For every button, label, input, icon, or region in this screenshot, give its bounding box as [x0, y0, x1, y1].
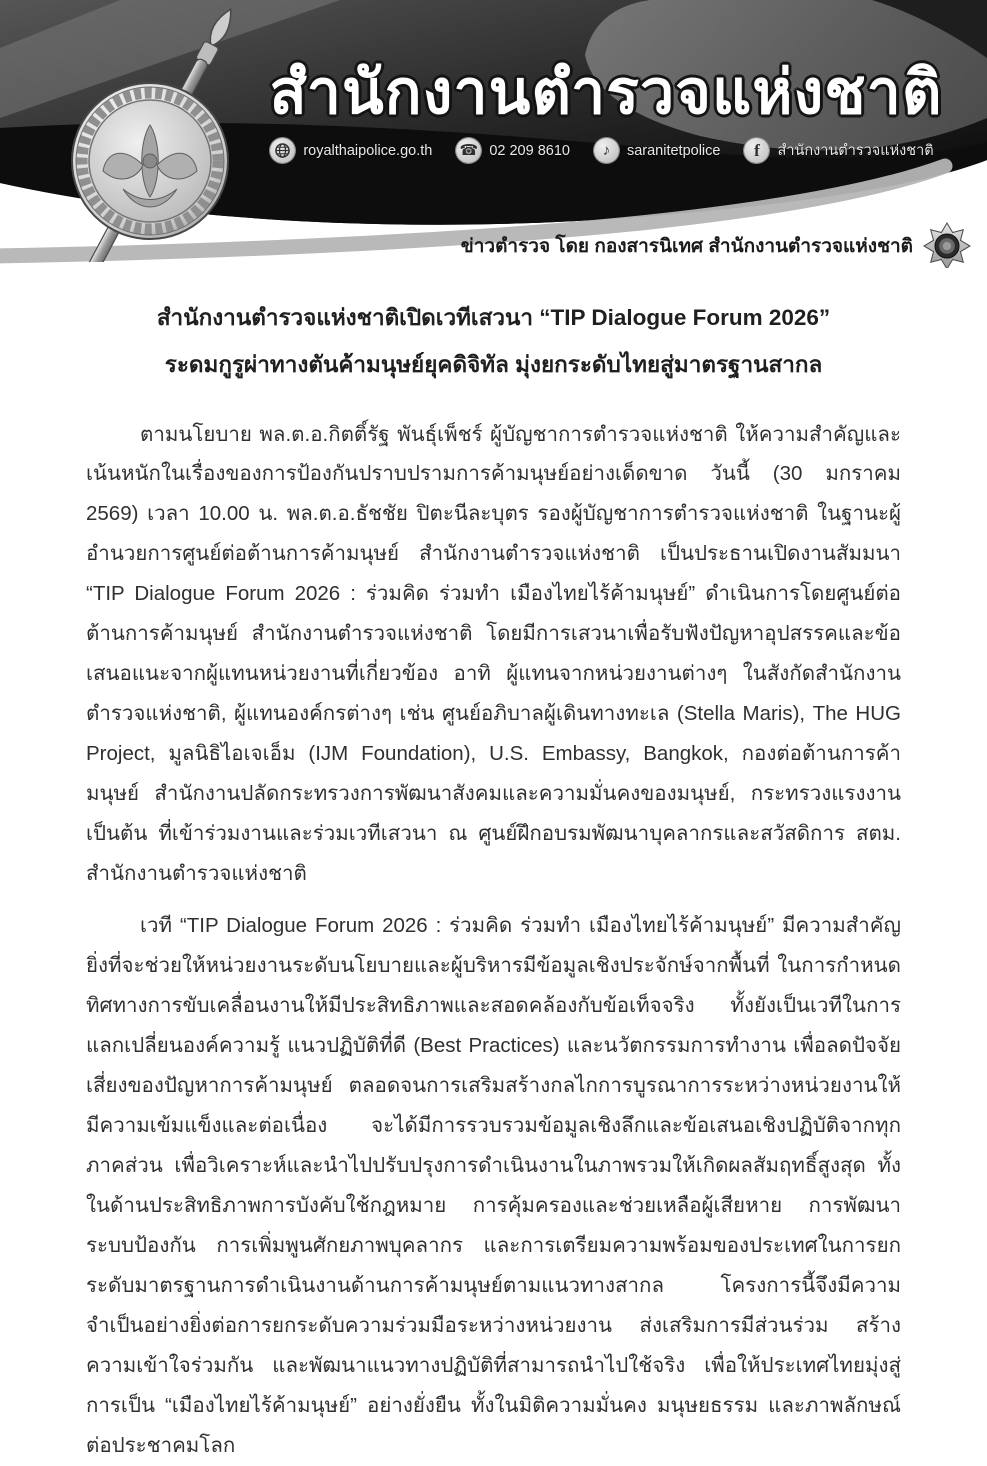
- contact-facebook: [744, 138, 933, 163]
- contact-strip: [252, 138, 952, 163]
- globe-icon: [270, 138, 295, 163]
- tiktok-label: saranitetpolice: [626, 142, 721, 159]
- police-seal-emblem: [36, 6, 254, 262]
- facebook-label: สำนักงานตำรวจแห่งชาติ: [777, 143, 934, 159]
- paragraph-1: ตามนโยบาย พล.ต.อ.กิตติ์รัฐ พันธุ์เพ็ชร์ ผู้บัญชาการตำรวจแห่งชาติ ให้ความสำคัญและเน้นหนักในเรื่องของการป้องกันปราบปรามการค้ามนุษย์อย่างเด็ดขาด วันนี้ (30 มกราคม 2569) เวลา 10.00 น. พล.ต.อ.ธัชชัย ปิตะนีละบุตร รองผู้บัญชาการตำรวจแห่งชาติ ในฐานะผู้อำนวยการศูนย์ต่อต้านการค้ามนุษย์ สำนักงานตำรวจแห่งชาติ เป็นประธานเปิดงานสัมมนา “TIP Dialogue Forum 2026 : ร่วมคิด ร่วมทำ เมืองไทยไร้ค้ามนุษย์” ดำเนินการโดยศูนย์ต่อต้านการค้ามนุษย์ สำนักงานตำรวจแห่งชาติ โดยมีการเสวนาเพื่อรับฟังปัญหาอุปสรรคและข้อเสนอแนะจากผู้แทนหน่วยงานที่เกี่ยวข้อง อาทิ ผู้แทนจากหน่วยงานต่างๆ ในสังกัดสำนักงานตำรวจแห่งชาติ, ผู้แทนองค์กรต่างๆ เช่น ศูนย์อภิบาลผู้เดินทางทะเล (Stella Maris), The HUG Project, มูลนิธิไอเจเอ็ม (IJM Foundation), U.S. Embassy, Bangkok, กองต่อต้านการค้ามนุษย์ สำนักงานปลัดกระทรวงการพัฒนาสังคมและความมั่นคงของมนุษย์, กระทรวงแรงงาน เป็นต้น ที่เข้าร่วมงานและร่วมเวทีเสวนา ณ ศูนย์ฝึกอบรมพัฒนาบุคลากรและสวัสดิการ สตม. สำนักงานตำรวจแห่งชาติ: [86, 422, 901, 886]
- headline-line-2: ระดมกูรูผ่าทางตันค้ามนุษย์ยุคดิจิทัล มุ่งยกระดับไทยสู่มาตรฐานสากล: [164, 352, 823, 378]
- tiktok-icon: [594, 138, 619, 163]
- seal-disc: [72, 83, 228, 239]
- news-credit-text: ข่าวตำรวจ โดย กองสารนิเทศ สำนักงานตำรวจแห่งชาติ: [460, 236, 913, 257]
- press-release-article: [0, 268, 987, 1466]
- facebook-glyph: f: [754, 141, 760, 160]
- article-headline: [86, 294, 901, 389]
- phone-icon: [456, 138, 481, 163]
- facebook-icon: [744, 138, 769, 163]
- contact-website: [270, 138, 432, 163]
- police-star-badge-icon: [923, 222, 971, 268]
- news-credit-row: [461, 222, 971, 268]
- tiktok-glyph: ♪: [602, 142, 611, 159]
- paragraph-2: เวที “TIP Dialogue Forum 2026 : ร่วมคิด ร่วมทำ เมืองไทยไร้ค้ามนุษย์” มีความสำคัญยิ่งที่จะช่วยให้หน่วยงานระดับนโยบายและผู้บริหารมีข้อมูลเชิงประจักษ์จากพื้นที่ ในการกำหนดทิศทางการขับเคลื่อนงานให้มีประสิทธิภาพและสอดคล้องกับข้อเท็จจริง ทั้งยังเป็นเวทีในการแลกเปลี่ยนองค์ความรู้ แนวปฏิบัติที่ดี (Best Practices) และนวัตกรรมการทำงาน เพื่อลดปัจจัยเสี่ยงของปัญหาการค้ามนุษย์ ตลอดจนการเสริมสร้างกลไกการบูรณาการระหว่างหน่วยงานให้มีความเข้มแข็งและต่อเนื่อง จะได้มีการรวบรวมข้อมูลเชิงลึกและข้อเสนอเชิงปฏิบัติจากทุกภาคส่วน เพื่อวิเคราะห์และนำไปปรับปรุงการดำเนินงานในภาพรวมให้เกิดผลสัมฤทธิ์สูงสุด ทั้งในด้านประสิทธิภาพการบังคับใช้กฎหมาย การคุ้มครองและช่วยเหลือผู้เสียหาย การพัฒนาระบบป้องกัน การเพิ่มพูนศักยภาพบุคลากร และการเตรียมความพร้อมของประเทศในการยกระดับมาตรฐานการดำเนินงานด้านการค้ามนุษย์ตามแนวทางสากล โครงการนี้จึงมีความจำเป็นอย่างยิ่งต่อการยกระดับความร่วมมือระหว่างหน่วยงาน ส่งเสริมการมีส่วนร่วม สร้างความเข้าใจร่วมกัน และพัฒนาแนวทางปฏิบัติที่สามารถนำไปใช้จริง เพื่อให้ประเทศไทยมุ่งสู่การเป็น “เมืองไทยไร้ค้ามนุษย์” อย่างยั่งยืน ทั้งในมิติความมั่นคง มนุษยธรรม และภาพลักษณ์ต่อประชาคมโลก: [86, 914, 901, 1457]
- article-body: [86, 415, 901, 1466]
- contact-phone: [456, 138, 570, 163]
- website-label: royalthaipolice.go.th: [303, 142, 433, 159]
- agency-title: สำนักงานตำรวจแห่งชาติ: [269, 58, 943, 126]
- phone-glyph: ☎: [459, 142, 479, 159]
- headline-line-1: สำนักงานตำรวจแห่งชาติเปิดเวทีเสวนา “TIP Dialogue Forum 2026”: [156, 305, 831, 330]
- phone-label: 02 209 8610: [489, 142, 570, 159]
- header-banner: [0, 0, 987, 268]
- contact-tiktok: [594, 138, 721, 163]
